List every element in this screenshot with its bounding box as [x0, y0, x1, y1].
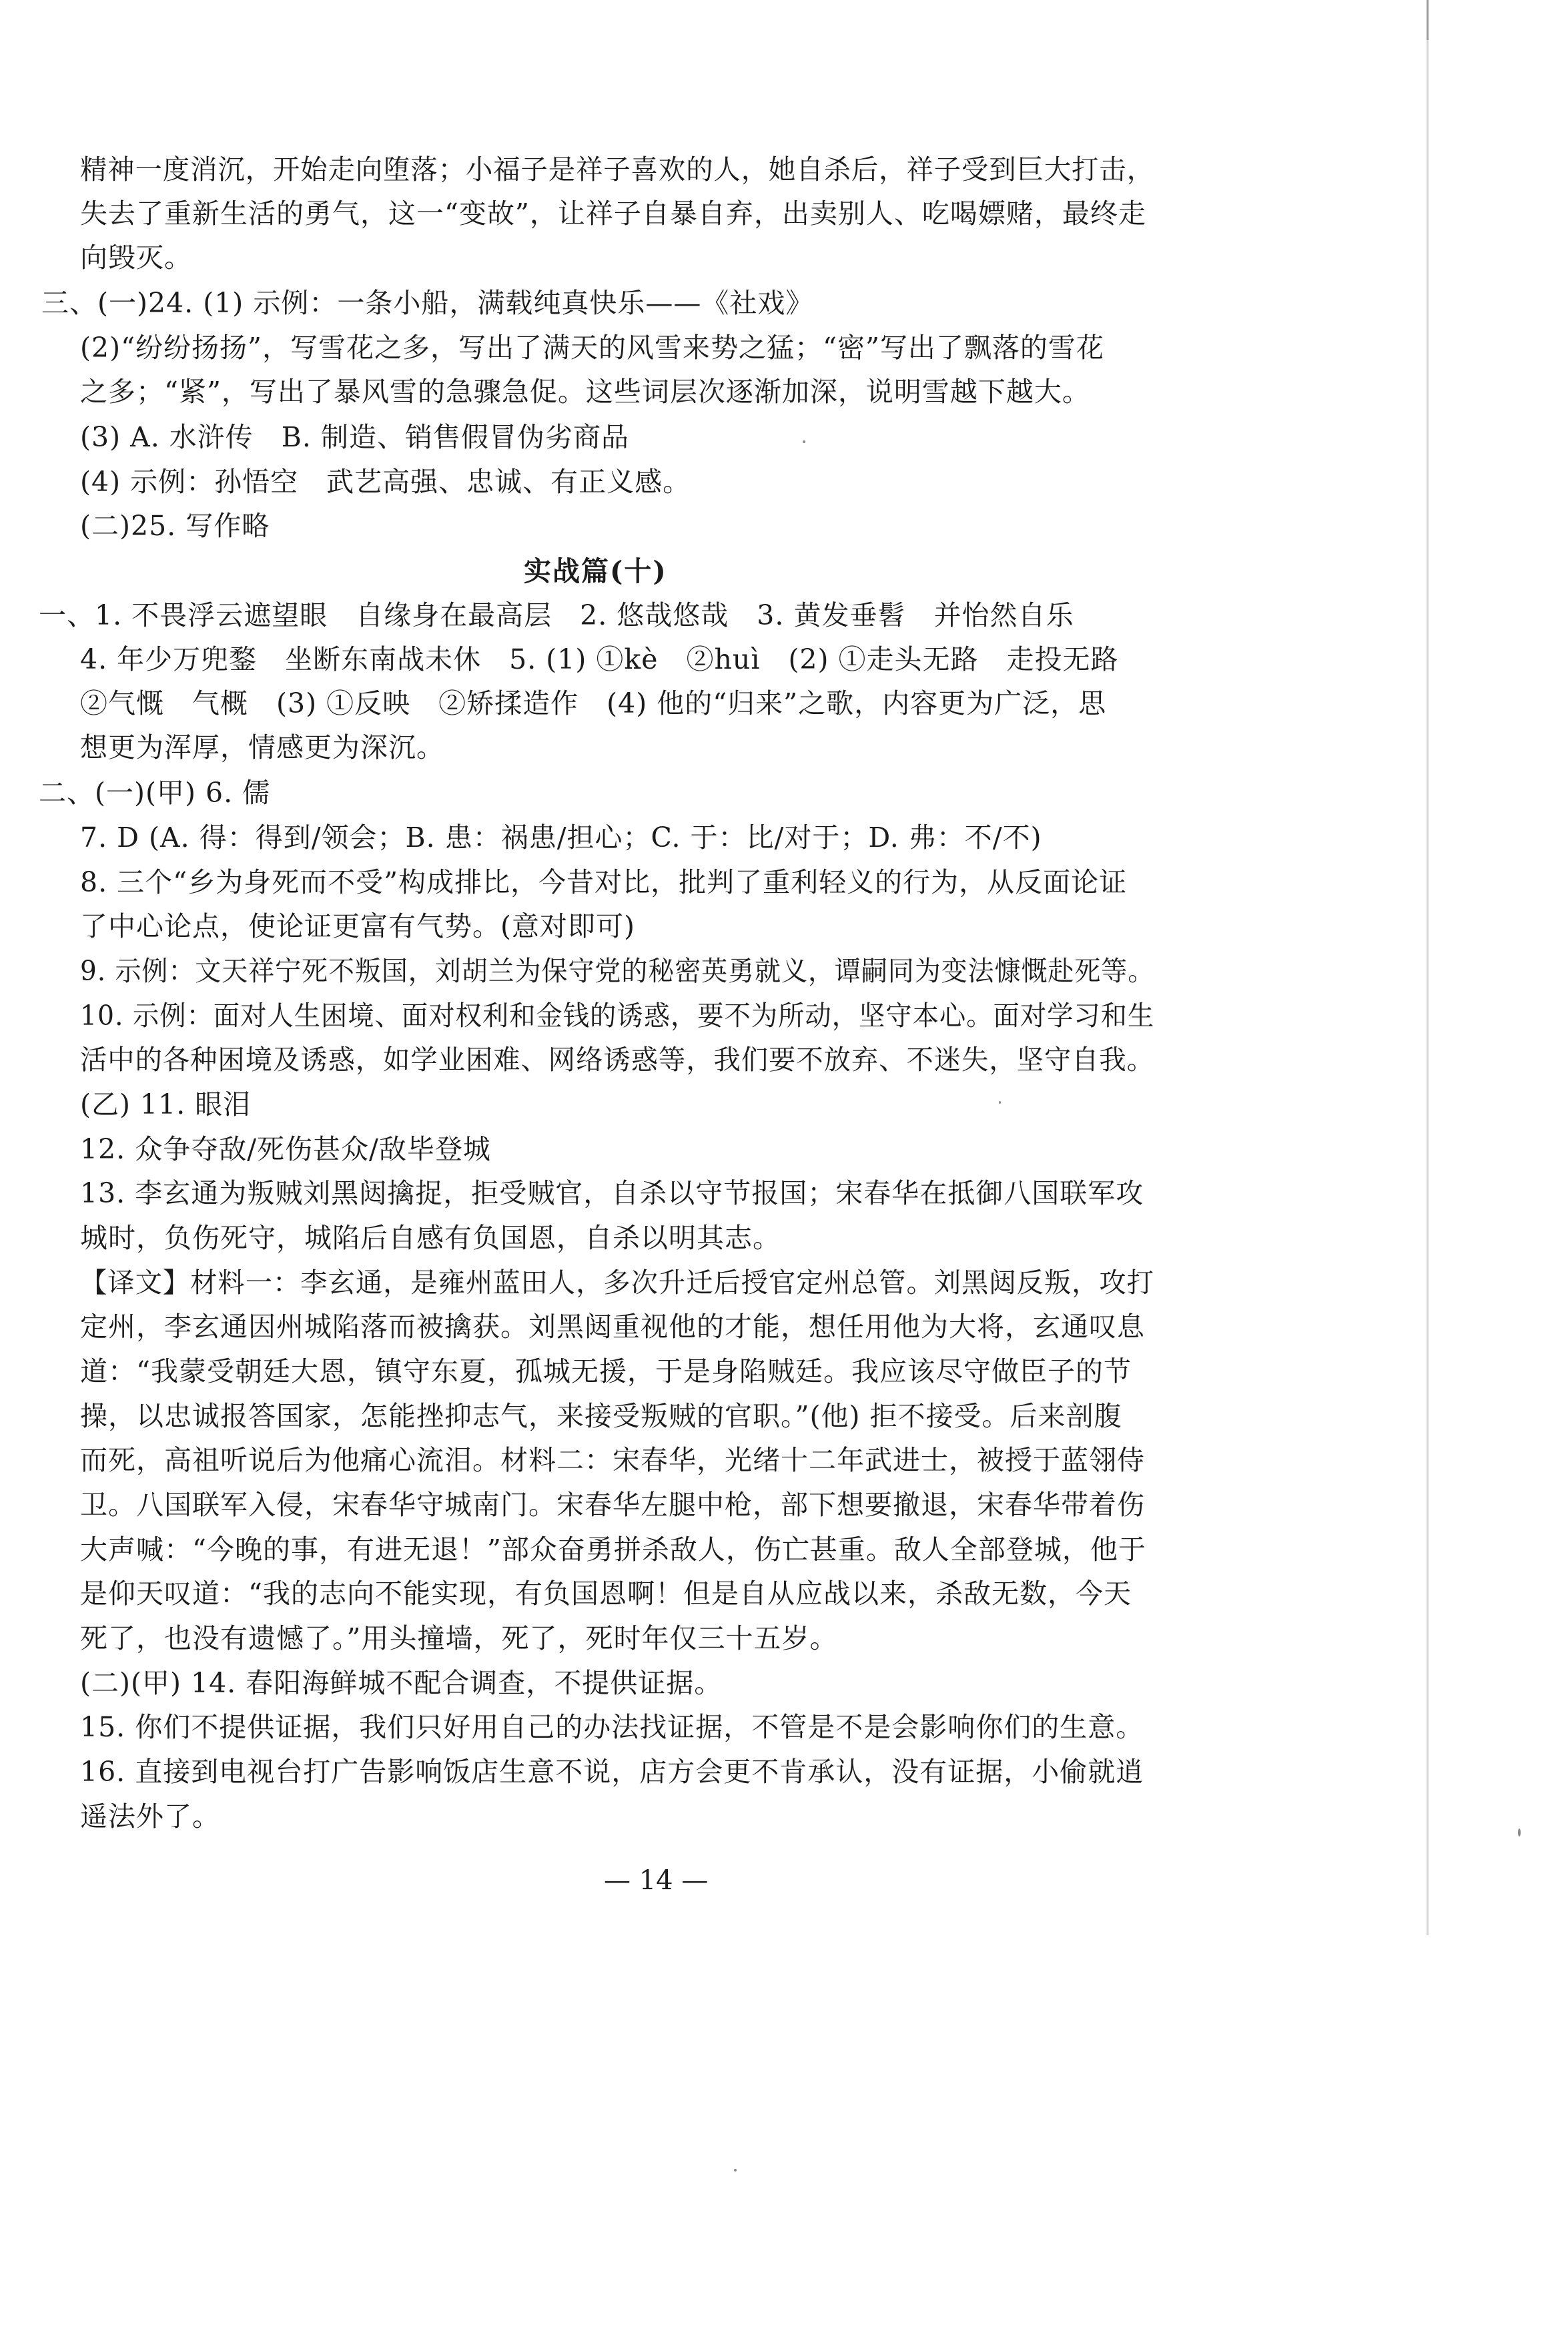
text-line: 而死，高祖听说后为他痛心流泪。材料二：宋春华，光绪十二年武进士，被授于蓝翎侍: [80, 1444, 1145, 1476]
text-line: 道：“我蒙受朝廷大恩，镇守东夏，孤城无援，于是身陷贼廷。我应该尽守做臣子的节: [80, 1355, 1132, 1387]
text-line: 了中心论点，使论证更富有气势。(意对即可): [80, 910, 635, 942]
text-line: 10. 示例：面对人生困境、面对权利和金钱的诱惑，要不为所动，坚守本心。面对学习和生: [80, 1000, 1155, 1032]
text-line: 城时，负伤死守，城陷后自感有负国恩，自杀以明其志。: [80, 1222, 781, 1254]
text-line: 【译文】材料一：李玄通，是雍州蓝田人，多次升迁后授官定州总管。刘黑闼反叛，攻打: [80, 1267, 1154, 1299]
scan-speck: [999, 1101, 1001, 1104]
text-line: 精神一度消沉，开始走向堕落；小福子是祥子喜欢的人，她自杀后，祥子受到巨大打击，: [80, 153, 1154, 186]
text-line: (二)25. 写作略: [80, 510, 270, 542]
scan-edge-line: [1427, 0, 1429, 1935]
text-line: (乙) 11. 眼泪: [80, 1088, 252, 1120]
text-line: 12. 众争夺敌/死伤甚众/敌毕登城: [80, 1133, 491, 1165]
section-title: 实战篇(十): [524, 555, 667, 587]
text-line: 大声喊：“今晚的事，有进无退！”部众奋勇拼杀敌人，伤亡甚重。敌人全部登城，他于: [80, 1534, 1146, 1566]
text-line: 4. 年少万兜鍪 坐断东南战未休 5. (1) ①kè ②huì (2) ①走头无路 走投无路: [80, 643, 1119, 675]
text-line: 操，以忠诚报答国家，怎能挫抑志气，来接受叛贼的官职。”(他) 拒不接受。后来剖腹: [80, 1400, 1122, 1432]
text-line: (二)(甲) 14. 春阳海鲜城不配合调查，不提供证据。: [80, 1667, 723, 1699]
text-line: (2)“纷纷扬扬”，写雪花之多，写出了满天的风雪来势之猛；“密”写出了飘落的雪花: [80, 332, 1104, 364]
text-line: 是仰天叹道：“我的志向不能实现，有负国恩啊！但是自从应战以来，杀敌无数，今天: [80, 1578, 1132, 1610]
text-line: (3) A. 水浒传 B. 制造、销售假冒伪劣商品: [80, 421, 629, 453]
text-line: 一、1. 不畏浮云遮望眼 自缘身在最高层 2. 悠哉悠哉 3. 黄发垂髫 并怡然自乐: [39, 599, 1074, 631]
text-line: 失去了重新生活的勇气，这一“变故”，让祥子自暴自弃，出卖别人、吃喝嫖赌，最终走: [80, 198, 1146, 230]
text-line: 向毁灭。: [80, 242, 192, 274]
text-line: 想更为浑厚，情感更为深沉。: [80, 731, 444, 763]
text-line: 二、(一)(甲) 6. 儒: [39, 777, 271, 809]
scan-speck: [734, 2169, 737, 2171]
text-line: 活中的各种困境及诱惑，如学业困难、网络诱惑等，我们要不放弃、不迷失，坚守自我。: [80, 1044, 1154, 1076]
text-line: 13. 李玄通为叛贼刘黑闼擒捉，拒受贼官，自杀以守节报国；宋春华在抵御八国联军攻: [80, 1177, 1144, 1209]
scan-speck: [803, 440, 805, 443]
text-line: 9. 示例：文天祥宁死不叛国，刘胡兰为保守党的秘密英勇就义，谭嗣同为变法慷慨赴死等。: [80, 955, 1155, 987]
text-line: 7. D (A. 得：得到/领会；B. 患：祸患/担心；C. 于：比/对于；D. 弗：不/不): [80, 821, 1042, 854]
scan-speck: [1518, 1828, 1521, 1836]
text-line: 15. 你们不提供证据，我们只好用自己的办法找证据，不管是不是会影响你们的生意。: [80, 1711, 1144, 1743]
text-line: 三、(一)24. (1) 示例：一条小船，满载纯真快乐——《社戏》: [41, 287, 814, 319]
text-line: ②气慨 气概 (3) ①反映 ②矫揉造作 (4) 他的“归来”之歌，内容更为广泛，思: [80, 687, 1107, 719]
text-line: 遥法外了。: [80, 1800, 220, 1832]
text-line: 16. 直接到电视台打广告影响饭店生意不说，店方会更不肯承认，没有证据，小偷就逍: [80, 1756, 1144, 1788]
scan-edge-mark: [1427, 0, 1429, 40]
text-line: 定州，李玄通因州城陷落而被擒获。刘黑闼重视他的才能，想任用他为大将，玄通叹息: [80, 1311, 1145, 1343]
page-number: — 14 —: [604, 1865, 709, 1896]
text-line: 之多；“紧”，写出了暴风雪的急骤急促。这些词层次逐渐加深，说明雪越下越大。: [80, 376, 1090, 408]
text-line: 8. 三个“乡为身死而不受”构成排比，今昔对比，批判了重利轻义的行为，从反面论证: [80, 866, 1128, 898]
text-line: (4) 示例：孙悟空 武艺高强、忠诚、有正义感。: [80, 466, 691, 498]
text-line: 卫。八国联军入侵，宋春华守城南门。宋春华左腿中枪，部下想要撤退，宋春华带着伤: [80, 1489, 1145, 1521]
text-line: 死了，也没有遗憾了。”用头撞墙，死了，死时年仅三十五岁。: [80, 1622, 838, 1654]
